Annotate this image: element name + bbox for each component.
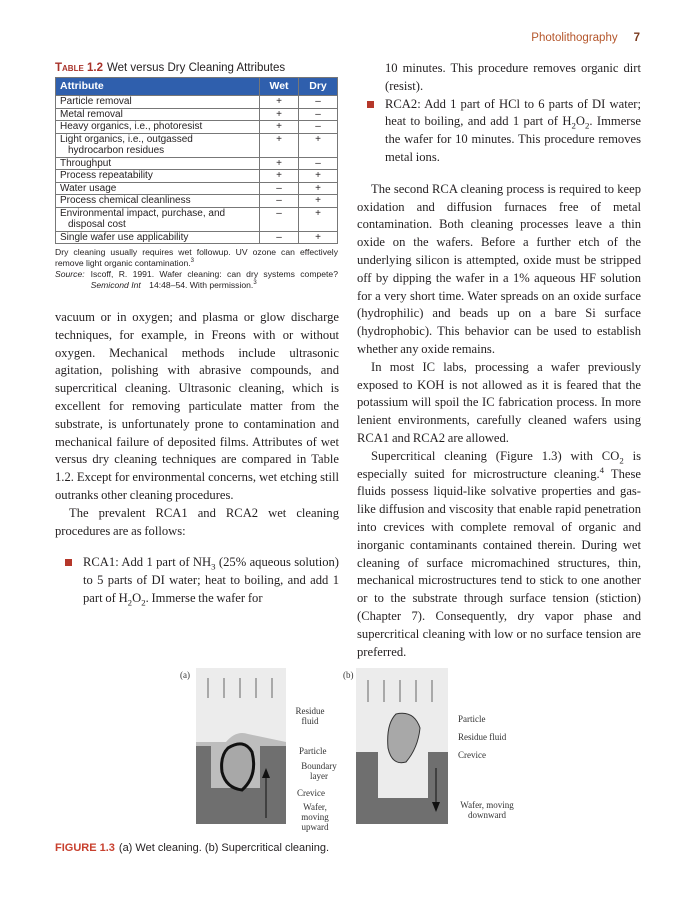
attribute-text: Process chemical cleanliness bbox=[60, 195, 191, 206]
right-column bbox=[357, 60, 641, 661]
dry-cell: + bbox=[299, 195, 338, 208]
label-wafer-upward: Wafer, moving upward bbox=[301, 802, 329, 832]
attribute-cell bbox=[56, 108, 260, 121]
superscript: 3 bbox=[253, 280, 257, 287]
wet-cell: + bbox=[260, 96, 299, 109]
table-row bbox=[56, 195, 338, 208]
left-column-wrapper bbox=[55, 61, 339, 608]
list-item-text: RCA2: Add 1 part of HCl to 6 parts of DI water; heat to boiling, and add 1 part of $H_2O_2$. Immerse the wafer for 10 minutes. This procedure removes metal ions. bbox=[385, 96, 641, 164]
label-wafer-downward: Wafer, moving downward bbox=[460, 800, 514, 820]
subscript: 2 bbox=[619, 455, 624, 466]
figure-a-tag: (a) bbox=[180, 670, 190, 680]
attribute-text: Particle removal bbox=[60, 96, 132, 107]
superscript: 4 bbox=[599, 464, 605, 475]
subscript: 3 bbox=[211, 561, 216, 572]
table-row bbox=[56, 207, 338, 231]
attribute-cell bbox=[56, 207, 260, 231]
list-item-rca1 bbox=[55, 554, 339, 607]
attribute-text: Process repeatability bbox=[60, 170, 153, 181]
source-text: Iscoff, R. 1991. Wafer cleaning: can dry systems compete? Semicond Int 14:48–54. With permission.$^3$ bbox=[90, 269, 338, 290]
col-header-attribute: Attribute bbox=[56, 78, 260, 96]
label-boundary-layer: Boundary layer bbox=[301, 761, 337, 781]
table-row bbox=[56, 157, 338, 170]
wet-cleaning-diagram bbox=[196, 668, 286, 824]
running-header bbox=[531, 32, 640, 44]
bullet-icon bbox=[65, 559, 72, 566]
table-title bbox=[55, 61, 339, 75]
wet-cell: + bbox=[260, 108, 299, 121]
list-item-continuation bbox=[357, 60, 641, 96]
label-crevice: Crevice bbox=[297, 788, 325, 798]
wet-cell: – bbox=[260, 195, 299, 208]
table-footnote: Dry cleaning usually requires wet followup. UV ozone can effectively remove light organic contamination.$^3$ bbox=[55, 247, 338, 268]
attribute-text-cont: hydrocarbon residues bbox=[68, 145, 165, 156]
table-source bbox=[55, 269, 338, 291]
wet-cell: + bbox=[260, 133, 299, 157]
table-row bbox=[56, 182, 338, 195]
figure-caption-text: (a) Wet cleaning. (b) Supercritical cleaning. bbox=[118, 842, 330, 854]
attribute-text: Environmental impact, purchase, and bbox=[60, 207, 226, 219]
dry-cell: + bbox=[299, 170, 338, 183]
subscript: 2 bbox=[141, 597, 146, 608]
wet-cell: + bbox=[260, 170, 299, 183]
col-header-wet: Wet bbox=[260, 78, 299, 96]
attribute-cell bbox=[56, 121, 260, 134]
list-item-text: 10 minutes. This procedure removes organic dirt (resist). bbox=[385, 61, 641, 93]
table-row bbox=[56, 231, 338, 244]
dry-cell: + bbox=[299, 207, 338, 231]
attribute-text: Heavy organics, i.e., photoresist bbox=[60, 121, 203, 132]
source-label: Source: bbox=[55, 269, 85, 279]
table-row bbox=[56, 170, 338, 183]
subscript: 2 bbox=[127, 597, 133, 608]
attribute-text-cont: disposal cost bbox=[68, 219, 126, 230]
subscript: 2 bbox=[571, 120, 576, 131]
attribute-cell bbox=[56, 96, 260, 109]
attribute-cell bbox=[56, 157, 260, 170]
attribute-cell bbox=[56, 170, 260, 183]
figure-caption bbox=[55, 842, 329, 854]
table-label: Table 1.2 bbox=[55, 62, 103, 74]
wet-cell: – bbox=[260, 207, 299, 231]
section-title: Photolithography bbox=[531, 32, 618, 44]
page-number: 7 bbox=[633, 32, 640, 44]
list-item-text: RCA1: Add 1 part of $NH_3$ (25% aqueous solution) to 5 parts of DI water; heat to boiling, and add 1 part of $H_2O_2$. Immerse the wafer for bbox=[83, 555, 340, 608]
attribute-text: Light organics, i.e., outgassed bbox=[60, 133, 193, 145]
attribute-cell bbox=[56, 133, 260, 157]
wet-cell: – bbox=[260, 231, 299, 244]
figure-label: FIGURE 1.3 bbox=[55, 842, 115, 854]
label-crevice-b: Crevice bbox=[458, 750, 486, 760]
table-row bbox=[56, 133, 338, 157]
col-header-dry: Dry bbox=[299, 78, 338, 96]
table-row bbox=[56, 96, 338, 109]
superscript: 3 bbox=[190, 258, 195, 265]
supercritical-cleaning-diagram bbox=[356, 668, 448, 824]
table-row bbox=[56, 108, 338, 121]
dry-cell: + bbox=[299, 231, 338, 244]
attribute-text: Water usage bbox=[60, 182, 117, 194]
wet-cell: + bbox=[260, 121, 299, 134]
left-column bbox=[55, 309, 339, 608]
dry-cell: – bbox=[299, 96, 338, 109]
label-residue-fluid-b: Residue fluid bbox=[458, 732, 507, 742]
figure-b-tag: (b) bbox=[343, 670, 354, 680]
attribute-cell bbox=[56, 182, 260, 195]
wet-cell: – bbox=[260, 182, 299, 195]
paragraph: The prevalent RCA1 and RCA2 wet cleaning procedures are as follows: bbox=[55, 505, 339, 538]
table-row bbox=[56, 121, 338, 134]
subscript: 2 bbox=[585, 120, 590, 131]
paragraph: Supercritical cleaning (Figure 1.3) with $CO_2$ is especially suited for microstructure cleaning.$^4$ These fluids possess liquid-like solvative properties and gas-like diffusion and viscosity that enable rapid penetration into crevices with complete removal of organic and inorganic contaminants contained therein. During wet cleaning of surface micromachined structures, thin, mechanical microstructures tend to stick to one another or to the substrate through surface tension (stiction) (Chapter 7). Consequently, dry vapor phase and supercritical cleaning with low or no surface tension are preferred. bbox=[357, 448, 641, 659]
paragraph: vacuum or in oxygen; and plasma or glow discharge techniques, for example, in Freons with or without oxygen. Mechanical methods include ultrasonic agitation, polishing with abrasive compounds, and supercritical cleaning. Ultrasonic cleaning, which is excellent for removing particulate matter from the substrate, is unfortunately prone to contamination and mechanical failure of deposited films. Attributes of wet versus dry cleaning techniques are compared in Table 1.2. Except for environmental concerns, wet etching still outranks other cleaning procedures. bbox=[55, 310, 339, 502]
attribute-text: Throughput bbox=[60, 157, 112, 169]
attribute-text: Single wafer use applicability bbox=[60, 231, 189, 243]
dry-cell: – bbox=[299, 108, 338, 121]
table-caption: Wet versus Dry Cleaning Attributes bbox=[106, 62, 286, 74]
bullet-icon bbox=[367, 101, 374, 108]
label-particle-b: Particle bbox=[458, 714, 486, 724]
wet-cell: + bbox=[260, 157, 299, 170]
attribute-cell bbox=[56, 195, 260, 208]
dry-cell: + bbox=[299, 182, 338, 195]
dry-cell: – bbox=[299, 157, 338, 170]
dry-cell: – bbox=[299, 121, 338, 134]
attribute-text: Metal removal bbox=[60, 108, 123, 120]
italic-text: Semicond Int bbox=[90, 280, 141, 290]
paragraph: The second RCA cleaning process is required to keep oxidation and diffusion furnaces free of metal contamination. Both cleaning processes leave a thin oxide on the wafers. Before a further etch of the underlying silicon is attempted, oxide must be stripped off by dipping the wafer in a 1% aqueous HF solution for a very short time. Water spreads on an oxide surface (hydrophilic) and beads up on a bare Si surface (hydrophobic). This behavior can be used to establish whether any oxide remains. bbox=[357, 181, 641, 356]
paragraph: In most IC labs, processing a wafer previously exposed to KOH is not allowed as it is feared that the potassium will spoil the IC fabrication process. In more lenient environments, carefully cleaned wafers using RCA1 and RCA2 are allowed. bbox=[357, 359, 641, 445]
cleaning-attributes-table bbox=[55, 77, 338, 244]
dry-cell: + bbox=[299, 133, 338, 157]
list-item-rca2 bbox=[357, 96, 641, 167]
table-notes bbox=[55, 247, 338, 291]
label-residue-fluid: Residue fluid bbox=[295, 706, 325, 726]
label-particle: Particle bbox=[299, 746, 327, 756]
attribute-cell bbox=[56, 231, 260, 244]
